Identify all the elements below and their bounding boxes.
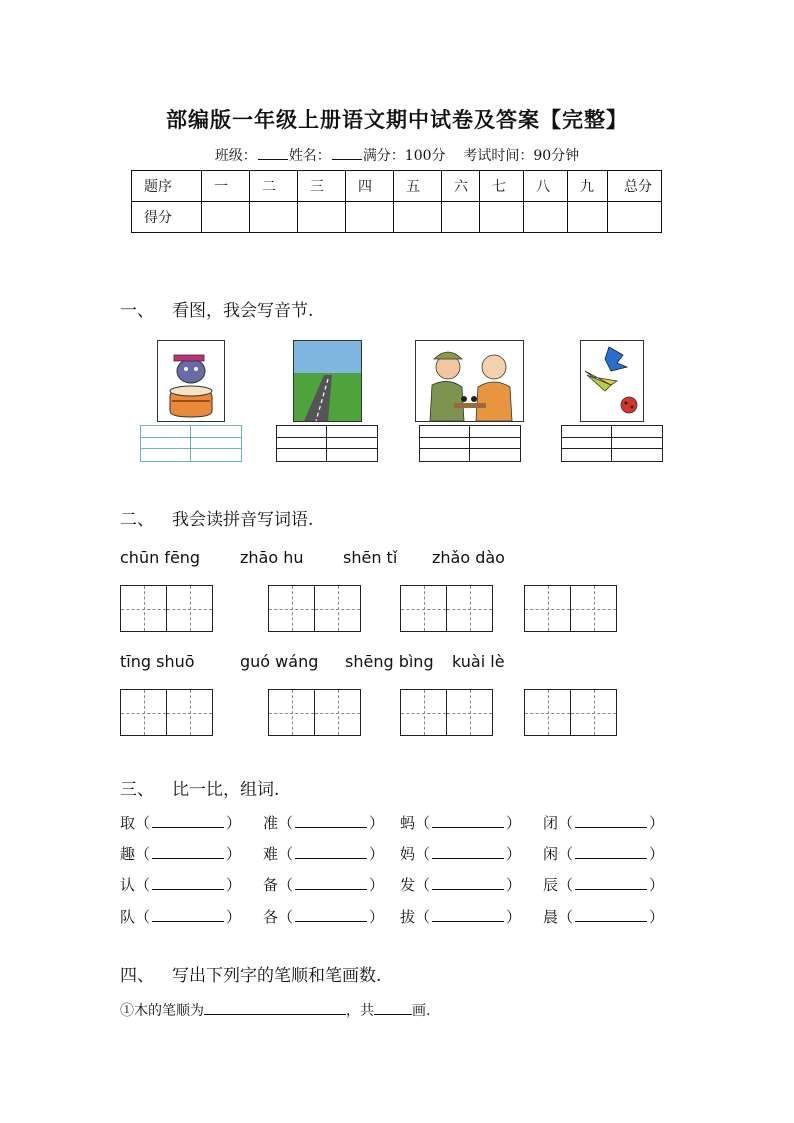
q3-text: 比一比，组词.: [172, 780, 280, 800]
close-paren: ）: [226, 845, 242, 863]
score-cell[interactable]: [298, 202, 346, 233]
class-blank[interactable]: [258, 147, 288, 160]
score-header-row: [132, 171, 662, 202]
word-answer-blank[interactable]: [575, 844, 647, 859]
word-group-char: 各: [263, 908, 279, 926]
word-answer-blank[interactable]: [152, 907, 224, 922]
word-answer-blank[interactable]: [575, 875, 647, 890]
score-header-cell: 七: [480, 171, 524, 202]
open-paren: （: [278, 814, 294, 832]
word-group-item: [120, 843, 241, 864]
close-paren: ）: [369, 876, 385, 894]
origami-picture: [580, 340, 644, 422]
pinyin-label: kuài lè: [452, 652, 505, 671]
score-table: [131, 170, 662, 233]
open-paren: （: [278, 908, 294, 926]
word-answer-blank[interactable]: [575, 907, 647, 922]
q1-heading: [120, 296, 313, 321]
score-header-cell: 三: [298, 171, 346, 202]
stroke-order-question: [120, 1000, 430, 1020]
stroke-order-prompt: ①木的笔顺为: [120, 1003, 204, 1019]
open-paren: （: [558, 908, 574, 926]
word-group-char: 备: [263, 876, 279, 894]
word-answer-blank[interactable]: [432, 907, 504, 922]
close-paren: ）: [649, 876, 665, 894]
close-paren: ）: [369, 908, 385, 926]
word-group-item: [263, 874, 384, 895]
exam-info: [0, 145, 794, 165]
word-answer-blank[interactable]: [152, 844, 224, 859]
elders-chess-picture: [415, 340, 524, 422]
pinyin-label: shēng bìng: [345, 652, 434, 671]
close-paren: ）: [506, 876, 522, 894]
close-paren: ）: [649, 814, 665, 832]
score-header-cell: 五: [394, 171, 442, 202]
full-marks: 满分：100分: [362, 148, 446, 164]
open-paren: （: [135, 876, 151, 894]
close-paren: ）: [369, 845, 385, 863]
pinyin-grid[interactable]: [140, 425, 242, 462]
score-cell[interactable]: [250, 202, 298, 233]
close-paren: ）: [226, 814, 242, 832]
word-group-char: 闭: [543, 814, 559, 832]
score-row-label: 得分: [132, 202, 202, 233]
score-cell[interactable]: [394, 202, 442, 233]
word-answer-blank[interactable]: [152, 813, 224, 828]
tianzige-box[interactable]: [400, 689, 493, 736]
open-paren: （: [558, 845, 574, 863]
word-group-char: 趣: [120, 845, 136, 863]
q3-number: 三、: [120, 780, 154, 800]
open-paren: （: [415, 908, 431, 926]
road-picture: [293, 340, 362, 422]
pinyin-grid[interactable]: [561, 425, 663, 462]
tianzige-box[interactable]: [400, 585, 493, 632]
exam-time: 考试时间：90分钟: [463, 148, 580, 164]
class-label: 班级：: [214, 148, 257, 164]
tianzige-box[interactable]: [268, 689, 361, 736]
word-answer-blank[interactable]: [432, 813, 504, 828]
close-paren: ）: [649, 845, 665, 863]
word-group-item: [400, 843, 521, 864]
word-answer-blank[interactable]: [432, 875, 504, 890]
name-label: 姓名：: [288, 148, 331, 164]
word-group-item: [543, 874, 664, 895]
score-header-cell: 一: [202, 171, 250, 202]
drum-illustration: [158, 341, 224, 421]
tianzige-box[interactable]: [268, 585, 361, 632]
open-paren: （: [135, 908, 151, 926]
word-group-char: 队: [120, 908, 136, 926]
score-header-cell: 总分: [608, 171, 662, 202]
name-blank[interactable]: [332, 147, 362, 160]
open-paren: （: [135, 814, 151, 832]
road-illustration: [294, 341, 361, 421]
word-group-item: [400, 812, 521, 833]
score-cell[interactable]: [568, 202, 608, 233]
tianzige-box[interactable]: [524, 689, 617, 736]
open-paren: （: [278, 876, 294, 894]
open-paren: （: [415, 876, 431, 894]
score-row: [132, 202, 662, 233]
q1-text: 看图，我会写音节.: [172, 301, 314, 321]
pinyin-label: shēn tǐ: [343, 548, 398, 567]
score-header-cell: 九: [568, 171, 608, 202]
word-group-item: [263, 843, 384, 864]
word-group-item: [120, 812, 241, 833]
open-paren: （: [558, 814, 574, 832]
word-group-item: [120, 874, 241, 895]
word-group-char: 晨: [543, 908, 559, 926]
word-answer-blank[interactable]: [575, 813, 647, 828]
q2-number: 二、: [120, 510, 154, 530]
word-group-item: [543, 812, 664, 833]
stroke-order-blank[interactable]: [204, 1002, 346, 1015]
score-cell[interactable]: [202, 202, 250, 233]
origami-illustration: [581, 341, 643, 421]
word-group-char: 辰: [543, 876, 559, 894]
open-paren: （: [415, 814, 431, 832]
tianzige-box[interactable]: [524, 585, 617, 632]
score-header-cell: 八: [524, 171, 568, 202]
pinyin-label: tīng shuō: [120, 652, 195, 671]
close-paren: ）: [649, 908, 665, 926]
word-group-char: 难: [263, 845, 279, 863]
pinyin-grid[interactable]: [419, 425, 521, 462]
word-answer-blank[interactable]: [432, 844, 504, 859]
page-title: 部编版一年级上册语文期中试卷及答案【完整】: [166, 107, 628, 132]
word-group-char: 拔: [400, 908, 416, 926]
pinyin-label: guó wáng: [240, 652, 319, 671]
word-answer-blank[interactable]: [152, 875, 224, 890]
q1-number: 一、: [120, 301, 154, 321]
word-answer-blank[interactable]: [295, 844, 367, 859]
q4-number: 四、: [120, 966, 154, 986]
close-paren: ）: [369, 814, 385, 832]
stroke-count-suffix: 画.: [412, 1003, 431, 1019]
word-group-item: [400, 874, 521, 895]
open-paren: （: [135, 845, 151, 863]
score-header-cell: 四: [346, 171, 394, 202]
word-answer-blank[interactable]: [295, 907, 367, 922]
close-paren: ）: [506, 845, 522, 863]
pinyin-label: chūn fēng: [120, 548, 201, 567]
pinyin-label: zhāo hu: [240, 548, 304, 567]
score-cell[interactable]: [346, 202, 394, 233]
q2-text: 我会读拼音写词语.: [172, 510, 314, 530]
tianzige-box[interactable]: [120, 689, 213, 736]
word-answer-blank[interactable]: [295, 813, 367, 828]
q4-heading: [120, 961, 381, 986]
q2-heading: [120, 505, 313, 530]
score-header-cell: 二: [250, 171, 298, 202]
open-paren: （: [558, 876, 574, 894]
score-cell[interactable]: [480, 202, 524, 233]
drum-picture: [157, 340, 225, 422]
open-paren: （: [278, 845, 294, 863]
close-paren: ）: [506, 908, 522, 926]
word-answer-blank[interactable]: [295, 875, 367, 890]
close-paren: ）: [506, 814, 522, 832]
word-group-char: 取: [120, 814, 136, 832]
stroke-count-blank[interactable]: [374, 1002, 412, 1015]
word-group-char: 妈: [400, 845, 416, 863]
score-header-cell: 六: [442, 171, 480, 202]
word-group-item: [543, 843, 664, 864]
chess-illustration: [416, 341, 523, 421]
word-group-char: 认: [120, 876, 136, 894]
word-group-char: 蚂: [400, 814, 416, 832]
pinyin-grid[interactable]: [276, 425, 378, 462]
open-paren: （: [415, 845, 431, 863]
word-group-char: 准: [263, 814, 279, 832]
word-group-item: [400, 906, 521, 927]
tianzige-box[interactable]: [120, 585, 213, 632]
word-group-char: 发: [400, 876, 416, 894]
stroke-count-prompt: ，共: [346, 1003, 374, 1019]
word-group-item: [263, 906, 384, 927]
word-group-item: [263, 812, 384, 833]
close-paren: ）: [226, 908, 242, 926]
word-group-item: [120, 906, 241, 927]
q3-heading: [120, 775, 279, 800]
q4-text: 写出下列字的笔顺和笔画数.: [172, 966, 382, 986]
score-cell[interactable]: [524, 202, 568, 233]
score-cell[interactable]: [442, 202, 480, 233]
score-header-cell: 题序: [132, 171, 202, 202]
score-cell[interactable]: [608, 202, 662, 233]
word-group-item: [543, 906, 664, 927]
word-group-char: 闲: [543, 845, 559, 863]
close-paren: ）: [226, 876, 242, 894]
pinyin-label: zhǎo dào: [432, 548, 505, 567]
